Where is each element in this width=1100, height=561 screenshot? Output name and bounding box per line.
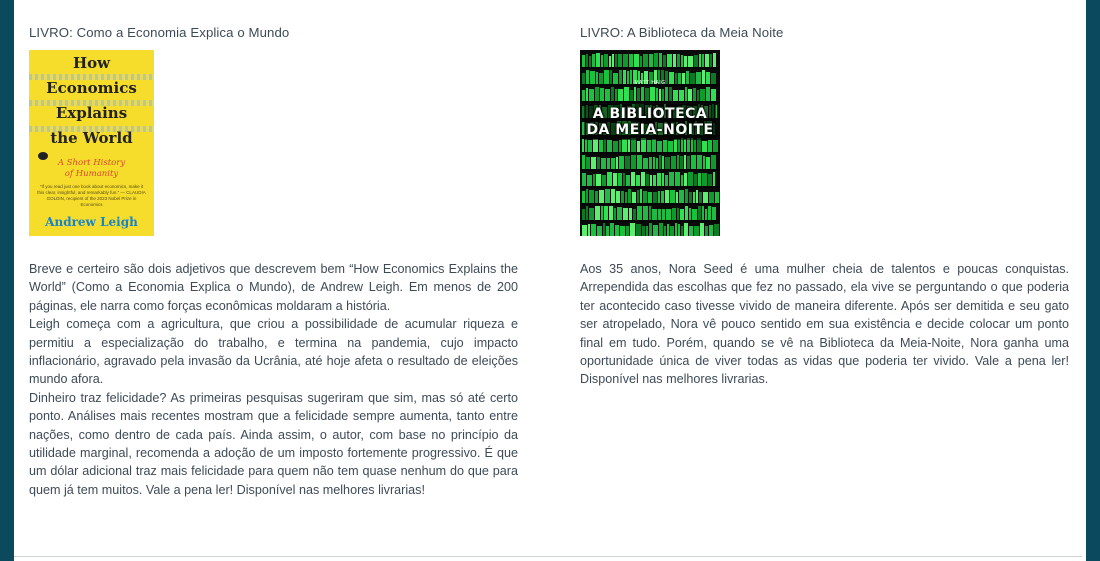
shelf-book <box>665 87 668 101</box>
shelf-book <box>637 141 640 152</box>
shelf-book <box>629 208 632 220</box>
shelf-book <box>582 209 585 220</box>
shelf-book <box>685 206 688 220</box>
shelf-book <box>603 223 605 236</box>
shelf-book <box>670 190 675 203</box>
shelf-book <box>619 156 624 169</box>
shelf-book <box>648 192 652 203</box>
shelf-book <box>585 139 587 152</box>
shelf-book <box>685 189 688 203</box>
shelf-book <box>681 55 683 67</box>
cover-subtitle-line: of Humanity <box>64 169 119 179</box>
shelf-book <box>643 191 647 203</box>
book-title-label: LIVRO: Como a Economia Explica o Mundo <box>29 25 290 40</box>
shelf-book <box>697 138 701 152</box>
shelf-book <box>699 192 702 203</box>
shelf-book <box>702 141 707 152</box>
shelf-book <box>636 175 640 186</box>
shelf-book <box>694 226 699 236</box>
shelf-book <box>582 139 584 152</box>
shelf-book <box>634 87 636 101</box>
shelf-book <box>629 54 633 67</box>
shelf-book <box>599 140 603 152</box>
shelf-book <box>653 225 658 236</box>
shelf-book <box>657 173 661 186</box>
shelf-book <box>626 175 630 186</box>
shelf-book <box>588 224 590 236</box>
shelf-book <box>700 223 704 236</box>
shelf-book <box>689 226 693 236</box>
shelf-book <box>678 139 680 152</box>
shelf-book <box>605 89 610 101</box>
shelf-book <box>589 89 594 101</box>
cover-title-line: Explains <box>55 104 128 122</box>
shelf-book <box>713 140 718 152</box>
shelf-book <box>697 90 699 101</box>
shelf-book <box>702 173 707 186</box>
shelf-book <box>597 226 602 236</box>
shelf-book <box>715 192 719 203</box>
shelf-book <box>643 54 648 67</box>
shelf-book <box>698 173 701 186</box>
cover-author: MATT HAIG <box>634 80 666 86</box>
shelf-book <box>643 206 648 220</box>
shelf-book <box>645 88 649 101</box>
section-divider <box>14 556 1082 557</box>
shelf-book <box>688 89 692 101</box>
description-paragraph: Aos 35 anos, Nora Seed é uma mulher cheia de talentos e poucas conquistas. Arrependida das escolhas que fez no passado, ela vive se perguntando o que poderia ter acontecido caso tivesse vivido de maneira diferente. Após ser demitida e seu gato ser atropelado, Nora vê pouco sentido em sua existência e decide colocar um ponto final em tudo. Porém, quando se vê na Biblioteca da Meia-Noite, Nora ganha uma oportunidade única de viver todas as vidas que poderia ter vivido. Vale a pena ler! Disponível nas melhores livrarias. <box>580 262 1069 387</box>
shelf-book <box>637 206 642 220</box>
description-paragraph: Leigh começa com a agricultura, que criou a possibilidade de acumular riqueza e permitiu a especialização do trabalho, e termina na pandemia, cujo impacto inflacionário, agravado pela invasão da Ucrânia, até hoje afeta o resultado de eleições mundo afora. <box>29 317 518 387</box>
shelf-book <box>662 173 664 186</box>
shelf-book <box>653 192 657 203</box>
shelf-book <box>607 158 610 169</box>
shelf-book <box>615 89 617 101</box>
shelf-book <box>663 140 667 152</box>
shelf-book <box>667 224 669 236</box>
cover-quote: "If you read just one book about economics, make it this clear, insightful, and remarkably fun." — CLAUDIA GOLDIN, recipient of the 2023 Nobel Prize in Economics <box>37 184 146 207</box>
shelf-book <box>679 90 684 101</box>
shelf-book <box>688 56 693 67</box>
shelf-book <box>623 208 628 220</box>
shelf-book <box>641 138 646 152</box>
shelf-book <box>708 140 712 152</box>
shelf-book <box>582 173 586 186</box>
shelf-book <box>586 157 590 169</box>
cover-title-line: the World <box>50 129 133 147</box>
shelf-book <box>607 172 612 186</box>
shelf-book <box>621 191 624 203</box>
shelf-book <box>630 90 633 101</box>
shelf-book <box>694 140 696 152</box>
shelf-book <box>677 208 679 220</box>
book-description <box>580 260 1069 389</box>
shelf-book <box>680 156 683 169</box>
shelf-book <box>604 54 608 67</box>
shelf-book <box>623 54 628 67</box>
shelf-book <box>657 141 662 152</box>
shelf-book <box>587 175 592 186</box>
shelf-book <box>698 206 701 220</box>
shelf-book <box>637 88 640 101</box>
shelf-book <box>705 54 709 67</box>
cover-author: Andrew Leigh <box>45 215 138 229</box>
shelf-book <box>613 141 618 152</box>
shelf-book <box>618 173 622 186</box>
shelf-book <box>626 226 629 236</box>
shelf-book <box>703 192 708 203</box>
shelf-book <box>681 226 683 236</box>
shelf-book <box>702 206 704 220</box>
shelf-book <box>593 174 595 186</box>
shelf-book <box>611 189 615 203</box>
shelf-book <box>697 155 702 169</box>
shelf-book <box>706 87 710 101</box>
shelf-book <box>708 206 711 220</box>
shelf-book <box>658 191 660 203</box>
shelf-book <box>669 87 672 101</box>
shelf-book <box>641 172 645 186</box>
shelf-book <box>710 54 712 67</box>
shelf-book <box>640 56 642 67</box>
content-panel <box>14 0 1086 561</box>
shelf-book <box>591 224 596 236</box>
shelf-book <box>634 54 639 67</box>
shelf-book <box>693 192 695 203</box>
shelf-book <box>664 226 666 236</box>
book-cover-image[interactable] <box>580 50 720 236</box>
shelf-book <box>625 156 630 169</box>
shelf-book <box>691 138 693 152</box>
cover-subtitle <box>29 158 154 180</box>
shelf-book <box>616 157 618 169</box>
shelf-book <box>582 225 587 236</box>
shelf-book <box>693 88 696 101</box>
shelf-book <box>671 156 676 169</box>
shelf-book <box>633 209 636 220</box>
shelf-book <box>658 209 661 220</box>
shelf-book <box>601 206 603 220</box>
shelf-book <box>589 208 594 220</box>
shelf-book <box>674 139 677 152</box>
shelf-book <box>681 138 683 152</box>
shelf-book <box>614 208 616 220</box>
shelf-book <box>665 190 669 203</box>
shelf-book <box>628 139 630 152</box>
shelf-book <box>652 139 656 152</box>
shelf-book <box>659 89 661 101</box>
shelf-book <box>673 90 678 101</box>
shelf-book <box>709 225 713 236</box>
bookshelf-illustration <box>580 50 720 236</box>
shelf-book <box>601 55 603 67</box>
shelf-book <box>700 89 705 101</box>
shelf-book <box>631 155 636 169</box>
shelf-book <box>702 54 704 67</box>
shelf-book <box>649 206 651 220</box>
shelf-book <box>688 172 693 186</box>
shelf-book <box>667 54 672 67</box>
shelf-book <box>677 54 680 67</box>
shelf-book <box>624 87 629 101</box>
shelf-book <box>631 138 636 152</box>
book-cover-image[interactable] <box>29 50 154 236</box>
book-card-economics <box>29 25 518 499</box>
shelf-book <box>607 140 612 152</box>
shelf-book <box>632 192 636 203</box>
shelf-book <box>699 54 701 67</box>
shelf-book <box>605 189 610 203</box>
shelf-book <box>654 53 658 67</box>
shelf-book <box>680 209 684 220</box>
cover-title-line: A BIBLIOTECA <box>592 106 708 122</box>
shelf-book <box>595 206 600 220</box>
shelf-board <box>580 203 720 205</box>
shelf-book <box>646 226 648 236</box>
shelf-book <box>696 190 698 203</box>
shelf-book <box>625 192 627 203</box>
shelf-book <box>650 175 652 186</box>
shelf-book <box>652 209 657 220</box>
shelf-book <box>618 89 623 101</box>
shelf-book <box>593 139 598 152</box>
shelf-book <box>665 175 668 186</box>
shelf-book <box>619 140 621 152</box>
description-paragraph: Breve e certeiro são dois adjetivos que descrevem bem “How Economics Explains the World” (Como a Economia Explica o Mundo), de Andrew Leigh. Em menos de 200 páginas, ele narra como forças econômicas moldaram a história. <box>29 262 518 313</box>
shelf-book <box>599 190 604 203</box>
description-paragraph: Dinheiro traz felicidade? As primeiras pesquisas sugeriram que sim, mas só até certo ponto. Análises mais recentes mostram que a felicidade sempre aumenta, tanto entre nações, como dentro de cada país. Ainda assim, o autor, com base no princípio da utilidade marginal, recomenda a adoção de um imposto fortemente progressivo. É que um dólar adicional traz mais felicidade para quem não tem quase nenhum do que para quem já tem muitos. Vale a pena ler! Disponível nas melhores livrarias! <box>29 390 518 497</box>
shelf-book <box>631 172 635 186</box>
book-title-label: LIVRO: A Biblioteca da Meia Noite <box>580 25 784 40</box>
shelf-book <box>656 88 658 101</box>
shelf-book <box>670 226 674 236</box>
shelf-book <box>673 54 676 67</box>
shelf-book <box>675 172 680 186</box>
shelf-book <box>613 173 617 186</box>
shelf-book <box>617 207 622 220</box>
shelf-book <box>628 189 631 203</box>
shelf-book <box>709 192 714 203</box>
shelf-book <box>582 90 585 101</box>
cover-title-line: Economics <box>46 79 137 97</box>
shelf-book <box>656 158 658 169</box>
shelf-book <box>669 172 674 186</box>
shelf-book <box>591 157 596 169</box>
shelf-book <box>689 208 691 220</box>
shelf-book <box>662 156 664 169</box>
shelf-book <box>665 157 670 169</box>
shelf-book <box>672 208 676 220</box>
shelf-book <box>687 138 690 152</box>
shelf-book <box>685 87 687 101</box>
shelf-book <box>684 223 688 236</box>
shelf-book <box>659 53 662 67</box>
shelf-book <box>659 223 663 236</box>
shelf-book <box>604 206 608 220</box>
shelf-book <box>620 226 625 236</box>
shelf-book <box>659 155 661 169</box>
cover-title <box>29 51 154 151</box>
shelf-book <box>601 158 606 169</box>
shelf-book <box>714 224 719 236</box>
shelf-book <box>650 87 655 101</box>
shelf-book <box>618 54 622 67</box>
shelf-book <box>647 140 651 152</box>
shelf-book <box>691 155 696 169</box>
shelf-book <box>637 190 639 203</box>
shelf-book <box>649 54 653 67</box>
shelf-book <box>602 175 606 186</box>
shelf-book <box>712 207 716 220</box>
shelf-board <box>580 67 720 69</box>
shelf-book <box>661 191 664 203</box>
shelf-book <box>653 175 656 186</box>
shelf-book <box>705 209 707 220</box>
shelf-book <box>641 87 644 101</box>
shelf-book <box>679 190 684 203</box>
shelf-book <box>616 191 620 203</box>
shelf-book <box>694 174 697 186</box>
shelf-book <box>684 56 687 67</box>
shelf-board <box>580 169 720 171</box>
shelf-book <box>649 157 652 169</box>
shelf-book <box>586 206 588 220</box>
shelf-book <box>705 226 708 236</box>
shelf-book <box>610 223 614 236</box>
shelf-board <box>580 220 720 222</box>
shelf-book <box>662 89 664 101</box>
shelf-book <box>609 206 613 220</box>
cover-subtitle-line: A Short History <box>57 158 126 168</box>
shelf-book <box>706 157 710 169</box>
shelf-book <box>582 155 585 169</box>
shelf-book <box>615 225 619 236</box>
shelf-book <box>622 139 627 152</box>
shelf-book <box>684 155 686 169</box>
shelf-book <box>666 209 671 220</box>
shelf-book <box>586 189 588 203</box>
shelf-book <box>609 56 611 67</box>
cover-title-line: DA MEIA-NOITE <box>586 122 714 138</box>
shelf-book <box>595 87 599 101</box>
shelf-book <box>681 175 683 186</box>
shelf-book <box>612 54 614 67</box>
shelf-book <box>687 156 690 169</box>
shelf-book <box>630 223 635 236</box>
shelf-book <box>676 192 678 203</box>
shelf-book <box>589 56 591 67</box>
shelf-board <box>580 152 720 154</box>
shelf-book <box>643 158 648 169</box>
shelf-book <box>703 156 705 169</box>
shelf-book <box>711 89 716 101</box>
shelf-book <box>668 141 673 152</box>
shelf-book <box>646 174 649 186</box>
shelf-book <box>708 174 712 186</box>
shelf-book <box>615 54 617 67</box>
shelf-book <box>713 53 716 67</box>
shelf-book <box>597 157 600 169</box>
shelf-book <box>582 55 585 67</box>
shelf-book <box>611 87 614 101</box>
shelf-board <box>580 101 720 103</box>
shelf-book <box>604 139 606 152</box>
shelf-book <box>642 226 645 236</box>
shelf-book <box>711 155 716 169</box>
book-card-midnight-library <box>580 25 1069 389</box>
shelf-book <box>692 209 697 220</box>
shelf-book <box>678 224 680 236</box>
shelf-book <box>623 173 625 186</box>
book-description <box>29 260 518 499</box>
shelf-book <box>662 209 665 220</box>
shelf-book <box>586 88 588 101</box>
shelf-book <box>677 155 679 169</box>
shelf-book <box>586 54 588 67</box>
cover-title-line: How <box>72 54 111 72</box>
shelf-book <box>684 139 686 152</box>
shelf-book <box>582 191 585 203</box>
shelf-board <box>580 186 720 188</box>
shelf-book <box>606 226 609 236</box>
shelf-book <box>684 173 687 186</box>
shelf-book <box>637 155 642 169</box>
shelf-book <box>653 157 655 169</box>
shelf-book <box>713 172 715 186</box>
shelf-book <box>675 223 677 236</box>
shelf-book <box>592 54 595 67</box>
shelf-book <box>663 55 666 67</box>
shelf-book <box>600 88 604 101</box>
shelf-book <box>596 174 601 186</box>
shelf-book <box>596 53 600 67</box>
shelf-book <box>640 189 642 203</box>
shelf-book <box>649 223 652 236</box>
shelf-book <box>588 140 592 152</box>
shelf-book <box>595 191 598 203</box>
shelf-book <box>689 192 692 203</box>
shelf-book <box>636 224 641 236</box>
shelf-book <box>694 55 698 67</box>
shelf-book <box>611 158 615 169</box>
shelf-book <box>589 190 594 203</box>
